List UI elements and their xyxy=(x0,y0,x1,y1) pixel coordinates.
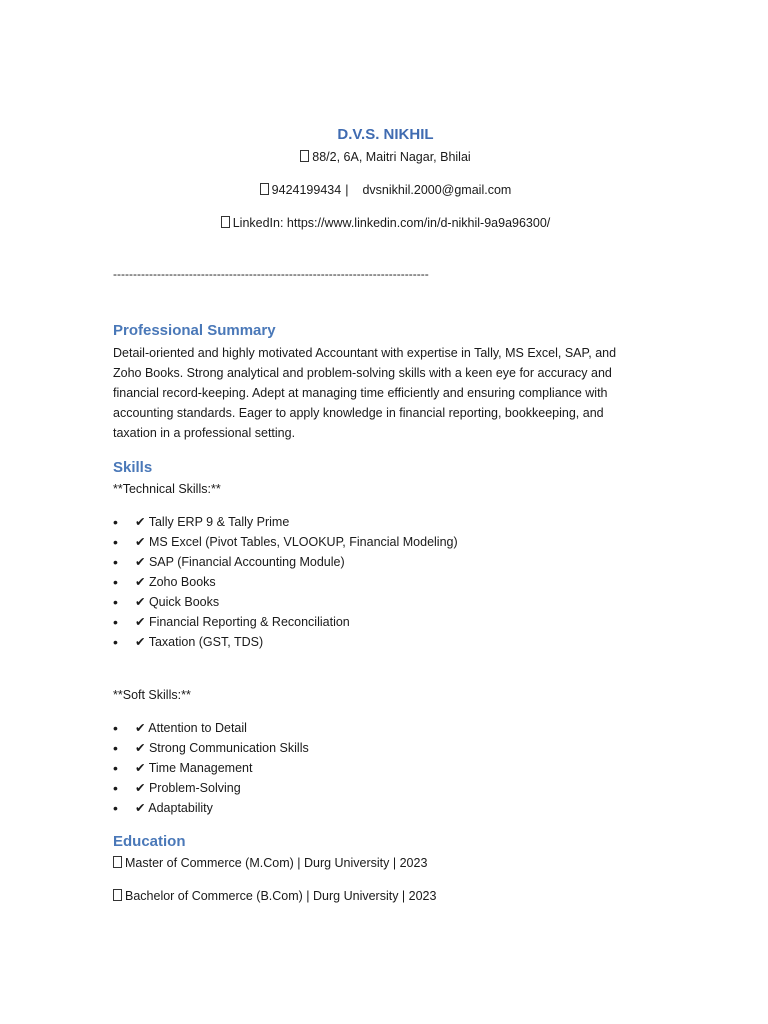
bullet-icon: • xyxy=(113,760,118,776)
bullet-icon: • xyxy=(113,634,118,650)
education-item xyxy=(113,889,436,903)
phone-text: 9424199434 xyxy=(271,183,342,197)
contact-line xyxy=(113,183,658,197)
summary-line: Zoho Books. Strong analytical and problem-solving skills with a keen eye for accuracy and xyxy=(113,366,612,380)
bullet-icon: • xyxy=(113,740,118,756)
separator: | xyxy=(345,183,349,197)
bullet-icon: • xyxy=(113,720,118,736)
skill-text: ✔ MS Excel (Pivot Tables, VLOOKUP, Financial Modeling) xyxy=(135,535,458,549)
skill-text: ✔ Tally ERP 9 & Tally Prime xyxy=(135,515,290,529)
skill-text: ✔ SAP (Financial Accounting Module) xyxy=(135,555,345,569)
list-item xyxy=(113,592,458,612)
soft-skills-list xyxy=(113,718,309,818)
list-item xyxy=(113,612,458,632)
education-item xyxy=(113,856,427,870)
bullet-icon: • xyxy=(113,574,118,590)
bullet-icon: • xyxy=(113,800,118,816)
summary-line: taxation in a professional setting. xyxy=(113,426,296,440)
list-item xyxy=(113,718,309,738)
soft-skills-label: **Soft Skills:** xyxy=(113,688,191,702)
bullet-icon: • xyxy=(113,554,118,570)
linkedin-text: LinkedIn: https://www.linkedin.com/in/d-nikhil-9a9a96300/ xyxy=(232,216,551,230)
education-heading: Education xyxy=(113,833,186,850)
skill-text: ✔ Problem-Solving xyxy=(135,781,241,795)
skill-text: ✔ Quick Books xyxy=(135,595,220,609)
list-item xyxy=(113,798,309,818)
skill-text: ✔ Attention to Detail xyxy=(135,721,247,735)
technical-skills-label: **Technical Skills:** xyxy=(113,482,221,496)
graduation-icon xyxy=(113,889,122,901)
candidate-name: D.V.S. NIKHIL xyxy=(337,126,434,143)
skill-text: ✔ Adaptability xyxy=(135,801,213,815)
list-item xyxy=(113,778,309,798)
technical-skills-list xyxy=(113,512,458,652)
list-item xyxy=(113,758,309,778)
bullet-icon: • xyxy=(113,514,118,530)
summary-line: Detail-oriented and highly motivated Accountant with expertise in Tally, MS Excel, SAP, and xyxy=(113,346,617,360)
summary-paragraph xyxy=(113,343,633,443)
bullet-icon: • xyxy=(113,614,118,630)
list-item xyxy=(113,532,458,552)
list-item xyxy=(113,552,458,572)
skill-text: ✔ Taxation (GST, TDS) xyxy=(135,635,264,649)
list-item xyxy=(113,572,458,592)
skill-text: ✔ Strong Communication Skills xyxy=(135,741,309,755)
summary-line: financial record-keeping. Adept at managing time efficiently and ensuring compliance with xyxy=(113,386,608,400)
bullet-icon: • xyxy=(113,780,118,796)
address-text: 88/2, 6A, Maitri Nagar, Bhilai xyxy=(312,150,471,164)
skill-text: ✔ Zoho Books xyxy=(135,575,216,589)
summary-heading: Professional Summary xyxy=(113,322,276,339)
list-item xyxy=(113,632,458,652)
email-text: dvsnikhil.2000@gmail.com xyxy=(362,183,512,197)
skill-text: ✔ Time Management xyxy=(135,761,253,775)
summary-line: accounting standards. Eager to apply knowledge in financial reporting, bookkeeping, and xyxy=(113,406,604,420)
address-line xyxy=(113,150,658,164)
list-item xyxy=(113,512,458,532)
link-icon xyxy=(221,216,230,228)
skills-heading: Skills xyxy=(113,459,153,476)
education-text: Bachelor of Commerce (B.Com) | Durg University | 2023 xyxy=(125,889,437,903)
skill-text: ✔ Financial Reporting & Reconciliation xyxy=(135,615,350,629)
bullet-icon: • xyxy=(113,594,118,610)
dashed-divider: ------------------------------------------------------------------------------- xyxy=(113,267,429,281)
education-text: Master of Commerce (M.Com) | Durg University | 2023 xyxy=(125,856,428,870)
linkedin-line xyxy=(113,216,658,230)
location-icon xyxy=(300,150,309,162)
list-item xyxy=(113,738,309,758)
bullet-icon: • xyxy=(113,534,118,550)
phone-icon xyxy=(260,183,269,195)
graduation-icon xyxy=(113,856,122,868)
